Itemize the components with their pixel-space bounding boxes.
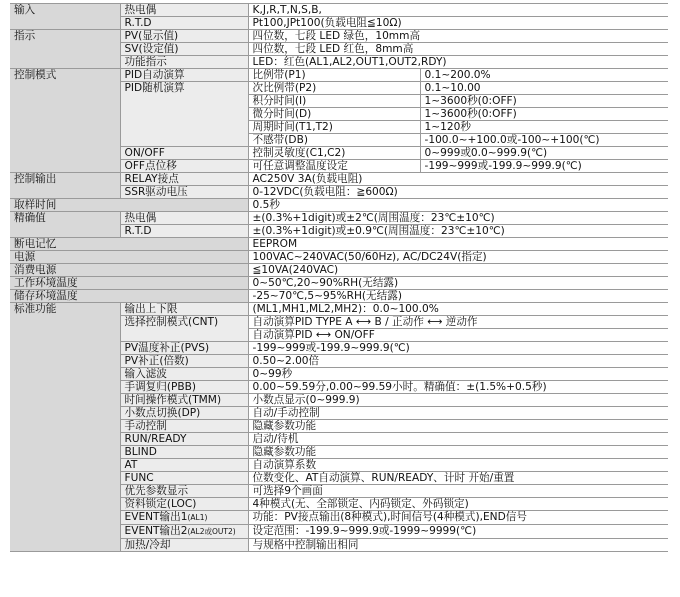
value-cell: 微分时间(D) (248, 108, 420, 121)
subcategory-label: OFF点位移 (124, 160, 177, 172)
value-cell: 隐藏参数功能 (248, 446, 668, 459)
subcategory-label: 选择控制模式(CNT) (124, 316, 219, 328)
category-cell: 精确值 (10, 212, 120, 225)
value-cell: 不感带(DB) (248, 134, 420, 147)
table-row (10, 368, 668, 381)
subcategory-label: AT (124, 459, 138, 471)
category-cell (10, 329, 120, 342)
value-cell: 功能：PV接点输出(8种模式),时间信号(4种模式),END信号 (248, 511, 668, 525)
value-cell: 100VAC~240VAC(50/60Hz), AC/DC24V(指定) (248, 251, 668, 264)
subcategory-cell (120, 30, 248, 43)
table-row (10, 485, 668, 498)
table-row (10, 173, 668, 186)
table-row (10, 511, 668, 525)
value-cell: (ML1,MH1,ML2,MH2)：0.0~100.0% (248, 303, 668, 316)
subcategory-cell (120, 316, 248, 329)
subcategory-label: RELAY接点 (124, 173, 179, 185)
category-cell: 工作环境温度 (10, 277, 248, 290)
subcategory-label: PV(显示值) (124, 30, 179, 42)
value-range-cell: 1~120秒 (420, 121, 668, 134)
value-range-cell: 0.1~10.00 (420, 82, 668, 95)
table-row (10, 199, 668, 212)
subcategory-label: PV温度补正(PVS) (124, 342, 210, 354)
table-row (10, 381, 668, 394)
table-row (10, 121, 668, 134)
table-row (10, 251, 668, 264)
subcategory-label: PV补正(倍数) (124, 355, 189, 367)
category-cell (10, 511, 120, 525)
subcategory-cell (120, 4, 248, 17)
value-cell: 0~50℃,20~90%RH(无结露) (248, 277, 668, 290)
category-cell (10, 108, 120, 121)
subcategory-cell (120, 186, 248, 199)
subcategory-label: RUN/READY (124, 433, 187, 445)
subcategory-cell (120, 212, 248, 225)
subcategory-label: 输出上下限 (124, 303, 178, 315)
value-cell: -25~70℃,5~95%RH(无结露) (248, 290, 668, 303)
value-cell: 四位数，七段 LED 红色，8mm高 (248, 43, 668, 56)
category-cell (10, 186, 120, 199)
value-cell: 比例带(P1) (248, 69, 420, 82)
category-cell (10, 539, 120, 552)
subcategory-label: PID随机演算 (124, 82, 185, 94)
value-range-cell: 1~3600秒(0:OFF) (420, 95, 668, 108)
subcategory-cell (120, 95, 248, 108)
table-row (10, 394, 668, 407)
subcategory-cell (120, 472, 248, 485)
subcategory-note: (AL1) (187, 513, 208, 522)
table-row (10, 355, 668, 368)
category-cell (10, 525, 120, 539)
value-cell: 0-12VDC(负载电阻：≧600Ω) (248, 186, 668, 199)
subcategory-cell (120, 121, 248, 134)
category-cell (10, 355, 120, 368)
subcategory-cell (120, 173, 248, 186)
value-cell: 次比例带(P2) (248, 82, 420, 95)
subcategory-cell (120, 485, 248, 498)
subcategory-label: 优先参数显示 (124, 485, 189, 497)
table-row (10, 4, 668, 17)
value-cell: 自动演算PID ⟷ ON/OFF (248, 329, 668, 342)
value-cell: 0.5秒 (248, 199, 668, 212)
table-row (10, 43, 668, 56)
category-cell: 标准功能 (10, 303, 120, 316)
value-cell: 0~99秒 (248, 368, 668, 381)
table-row (10, 277, 668, 290)
value-cell: 周期时间(T1,T2) (248, 121, 420, 134)
value-cell: 位数变化、AT自动演算、RUN/READY、计时 开始/重置 (248, 472, 668, 485)
subcategory-cell (120, 355, 248, 368)
category-cell (10, 498, 120, 511)
subcategory-label: R.T.D (124, 17, 152, 29)
subcategory-label: PID自动演算 (124, 69, 185, 81)
category-cell: 输入 (10, 4, 120, 17)
value-range-cell: 1~3600秒(0:OFF) (420, 108, 668, 121)
table-row (10, 472, 668, 485)
subcategory-label: 资料锁定(LOC) (124, 498, 197, 510)
category-cell (10, 17, 120, 30)
table-row (10, 290, 668, 303)
spec-table (10, 3, 668, 552)
subcategory-label: 热电偶 (124, 212, 157, 224)
category-cell (10, 95, 120, 108)
category-cell: 控制输出 (10, 173, 120, 186)
subcategory-cell (120, 539, 248, 552)
subcategory-cell (120, 43, 248, 56)
value-range-cell: -100.0~+100.0或-100~+100(℃) (420, 134, 668, 147)
subcategory-label: EVENT输出2 (124, 525, 188, 537)
subcategory-cell (120, 303, 248, 316)
subcategory-cell (120, 381, 248, 394)
value-cell: 自动演算系数 (248, 459, 668, 472)
table-row (10, 186, 668, 199)
value-cell: 启动/待机 (248, 433, 668, 446)
subcategory-note: (AL2或OUT2) (187, 527, 236, 536)
category-cell (10, 485, 120, 498)
subcategory-label: SSR驱动电压 (124, 186, 188, 198)
category-cell (10, 134, 120, 147)
subcategory-label: 功能指示 (124, 56, 167, 68)
category-cell (10, 381, 120, 394)
value-cell: 自动/手动控制 (248, 407, 668, 420)
value-cell: ≦10VA(240VAC) (248, 264, 668, 277)
value-cell: 0.00~59.59分,0.00~99.59小时。精确值：±(1.5%+0.5秒) (248, 381, 668, 394)
value-cell: -199~999或-199.9~999.9(℃) (248, 342, 668, 355)
category-cell: 消费电源 (10, 264, 248, 277)
value-cell: 与规格中控制输出相同 (248, 539, 668, 552)
table-row (10, 95, 668, 108)
table-row (10, 459, 668, 472)
category-cell (10, 420, 120, 433)
table-row (10, 407, 668, 420)
subcategory-label: 手动控制 (124, 420, 167, 432)
category-cell (10, 407, 120, 420)
category-cell (10, 225, 120, 238)
category-cell (10, 472, 120, 485)
subcategory-cell (120, 498, 248, 511)
subcategory-cell (120, 134, 248, 147)
category-cell (10, 160, 120, 173)
table-row (10, 446, 668, 459)
spec-table-body (10, 4, 668, 552)
table-row (10, 264, 668, 277)
subcategory-label: R.T.D (124, 225, 152, 237)
value-cell: 四位数，七段 LED 绿色，10mm高 (248, 30, 668, 43)
subcategory-cell (120, 56, 248, 69)
category-cell (10, 433, 120, 446)
category-cell: 控制模式 (10, 69, 120, 82)
subcategory-label: 时间操作模式(TMM) (124, 394, 222, 406)
subcategory-label: 加热/冷却 (124, 539, 171, 551)
value-cell: 0.50~2.00倍 (248, 355, 668, 368)
subcategory-label: BLIND (124, 446, 157, 458)
subcategory-label: EVENT输出1 (124, 511, 188, 523)
subcategory-cell (120, 108, 248, 121)
subcategory-cell (120, 511, 248, 525)
subcategory-cell (120, 525, 248, 539)
table-row (10, 69, 668, 82)
value-cell: 4种模式(无、全部锁定、内码锁定、外码锁定) (248, 498, 668, 511)
table-row (10, 420, 668, 433)
subcategory-cell (120, 160, 248, 173)
subcategory-cell (120, 433, 248, 446)
value-cell: 可选择9个画面 (248, 485, 668, 498)
table-row (10, 498, 668, 511)
table-row (10, 303, 668, 316)
category-cell: 断电记忆 (10, 238, 248, 251)
subcategory-cell (120, 407, 248, 420)
table-row (10, 342, 668, 355)
subcategory-cell (120, 82, 248, 95)
table-row (10, 30, 668, 43)
subcategory-label: SV(设定值) (124, 43, 179, 55)
category-cell (10, 56, 120, 69)
category-cell: 取样时间 (10, 199, 248, 212)
category-cell (10, 121, 120, 134)
value-cell: ±(0.3%+1digit)或±0.9℃(周围温度：23℃±10℃) (248, 225, 668, 238)
value-cell: Pt100,JPt100(负载电阻≦10Ω) (248, 17, 668, 30)
value-range-cell: 0~999或0.0~999.9(℃) (420, 147, 668, 160)
category-cell (10, 459, 120, 472)
category-cell (10, 446, 120, 459)
subcategory-label: 输入滤波 (124, 368, 167, 380)
category-cell (10, 82, 120, 95)
value-cell: 可任意调整温度设定 (248, 160, 420, 173)
subcategory-label: ON/OFF (124, 147, 165, 159)
table-row (10, 147, 668, 160)
table-row (10, 17, 668, 30)
table-row (10, 225, 668, 238)
category-cell (10, 342, 120, 355)
table-row (10, 56, 668, 69)
category-cell (10, 316, 120, 329)
value-cell: AC250V 3A(负载电阻) (248, 173, 668, 186)
table-row (10, 134, 668, 147)
table-row (10, 212, 668, 225)
subcategory-cell (120, 342, 248, 355)
category-cell: 电源 (10, 251, 248, 264)
value-range-cell: 0.1~200.0% (420, 69, 668, 82)
subcategory-cell (120, 459, 248, 472)
subcategory-cell (120, 147, 248, 160)
table-row (10, 329, 668, 342)
subcategory-cell (120, 17, 248, 30)
value-cell: 控制灵敏度(C1,C2) (248, 147, 420, 160)
value-cell: ±(0.3%+1digit)或±2℃(周围温度：23℃±10℃) (248, 212, 668, 225)
value-cell: EEPROM (248, 238, 668, 251)
category-cell (10, 394, 120, 407)
category-cell (10, 147, 120, 160)
table-row (10, 433, 668, 446)
table-row (10, 82, 668, 95)
value-cell: 隐藏参数功能 (248, 420, 668, 433)
table-row (10, 238, 668, 251)
category-cell: 指示 (10, 30, 120, 43)
subcategory-cell (120, 368, 248, 381)
subcategory-label: FUNC (124, 472, 154, 484)
table-row (10, 316, 668, 329)
value-cell: 积分时间(I) (248, 95, 420, 108)
subcategory-label: 热电偶 (124, 4, 157, 16)
subcategory-cell (120, 69, 248, 82)
value-cell: K,J,R,T,N,S,B, (248, 4, 668, 17)
value-cell: 小数点显示(0~999.9) (248, 394, 668, 407)
subcategory-cell (120, 446, 248, 459)
value-range-cell: -199~999或-199.9~999.9(℃) (420, 160, 668, 173)
category-cell (10, 43, 120, 56)
value-cell: LED：红色(AL1,AL2,OUT1,OUT2,RDY) (248, 56, 668, 69)
subcategory-label: 小数点切换(DP) (124, 407, 201, 419)
value-cell: 自动演算PID TYPE A ⟷ B / 正动作 ⟷ 逆动作 (248, 316, 668, 329)
table-row (10, 539, 668, 552)
subcategory-label: 手调复归(PBB) (124, 381, 197, 393)
table-row (10, 108, 668, 121)
subcategory-cell (120, 329, 248, 342)
table-row (10, 160, 668, 173)
category-cell: 储存环境温度 (10, 290, 248, 303)
subcategory-cell (120, 394, 248, 407)
subcategory-cell (120, 225, 248, 238)
subcategory-cell (120, 420, 248, 433)
value-cell: 设定范围：-199.9~999.9或-1999~9999(℃) (248, 525, 668, 539)
table-row (10, 525, 668, 539)
category-cell (10, 368, 120, 381)
